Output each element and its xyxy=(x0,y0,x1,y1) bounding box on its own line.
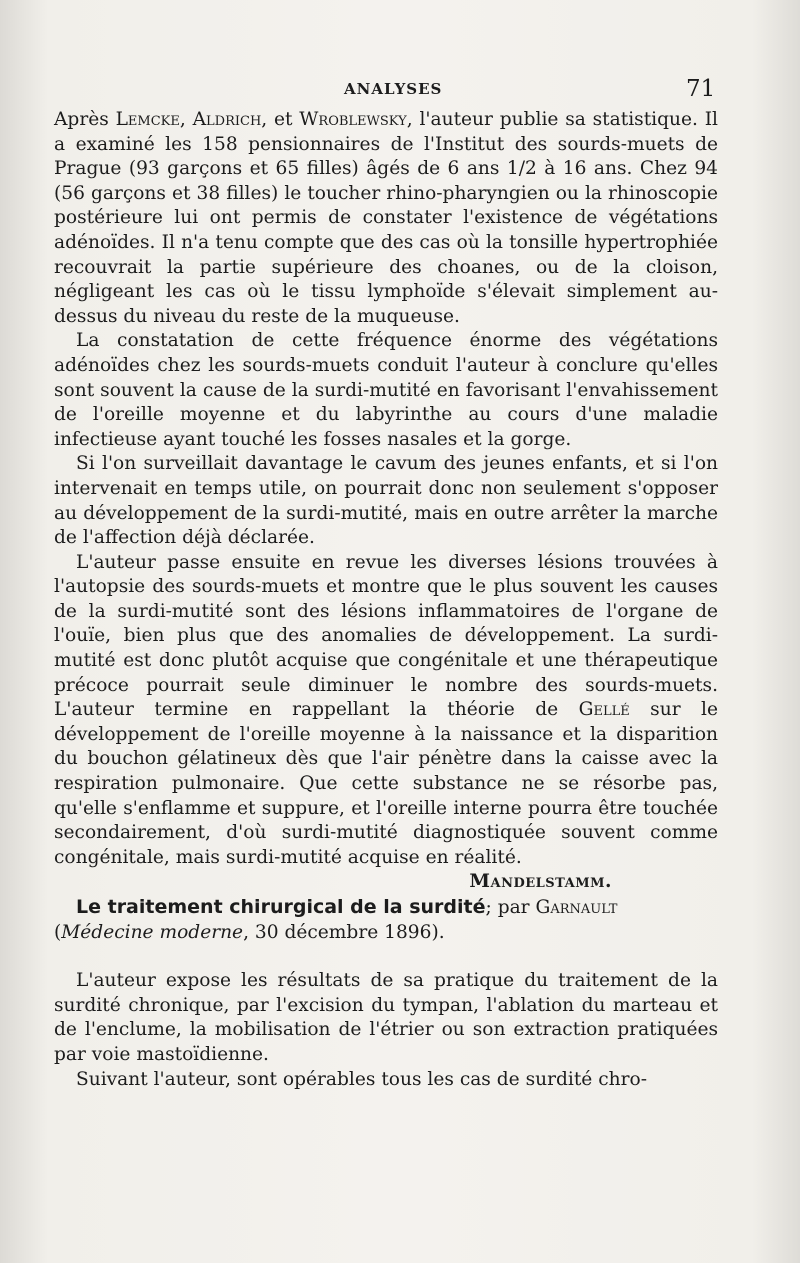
text-run: , 30 décembre 1896). xyxy=(243,921,445,943)
page-body xyxy=(54,108,718,1092)
author-name-aldrich: Aldrich xyxy=(192,109,262,130)
page-number: 71 xyxy=(686,76,716,102)
author-name-wroblewsky: Wroblewsky xyxy=(299,109,407,130)
running-head: ANALYSES xyxy=(344,80,443,98)
page-header xyxy=(0,76,800,106)
text-run: , et xyxy=(261,109,300,130)
signature: Mandelstamm. xyxy=(469,871,612,893)
paragraph-3: Si l'on surveillait davantage le cavum des jeunes enfants, et si l'on intervenait en temps utile, on pourrait donc non seulement s'opposer au développement de la surdi-mutité, mais en outre arrêter la marche de l'affection déjà déclarée. xyxy=(54,453,718,549)
paragraph-6: Suivant l'auteur, sont opérables tous les cas de surdité chro- xyxy=(76,1068,647,1090)
text-run: , l'auteur publie sa statistique. Il a examiné les 158 pensionnaires de l'Institut des sourds-muets de Prague (93 garçons et 65 filles) âgés de 6 ans 1/2 à 16 ans. Chez 94 (56 garçons et 38 filles) le toucher rhino-pharyngien ou la rhinoscopie postérieure lui ont permis de constater l'existence de végétations adénoïdes. Il n'a tenu compte que des cas où la tonsille hypertrophiée recouvrait la partie supérieure des choanes, ou de la cloison, négligeant les cas où le tissu lymphoïde s'élevait simplement au-dessus du niveau du reste de la muqueuse. xyxy=(54,109,718,327)
paragraph-5: L'auteur expose les résultats de sa pratique du traitement de la surdité chronique, par l'excision du tympan, l'ablation du marteau et de l'enclume, la mobilisation de l'étrier ou son extraction pratiquées par voie mastoïdienne. xyxy=(54,970,718,1065)
paragraph-2: La constatation de cette fréquence énorme des végétations adénoïdes chez les sourds-muets conduit l'auteur à conclure qu'elles sont souvent la cause de la surdi-mutité en favorisant l'envahissement de l'oreille moyenne et du labyrinthe au cours d'une maladie infectieuse ayant touché les fosses nasales et la gorge. xyxy=(54,330,718,450)
paragraph-4 xyxy=(54,551,718,871)
article-title: Le traitement chirurgical de la surdité xyxy=(76,896,486,918)
author-name-gelle: Gellé xyxy=(578,699,630,721)
text-run: ( xyxy=(54,921,62,943)
text-run: sur le développement de l'oreille moyenne à la naissance et la disparition du bouchon gélatineux dès que l'air pénètre dans la caisse avec la respiration pulmonaire. Que cette substance ne se résorbe pas, qu'elle s'enflamme et suppure, et l'oreille interne pourra être touchée secondairement, d'où surdi-mutité diagnostiquée souvent comme congénitale, mais surdi-mutité acquise en réalité. xyxy=(54,699,718,868)
text-run: , xyxy=(179,109,193,130)
article-author: Garnault xyxy=(535,897,618,918)
text-run: L'auteur passe ensuite en revue les diverses lésions trouvées à l'autopsie des sourds-muets et montre que le plus souvent les causes de la surdi-mutité sont des lésions inflammatoires de l'organe de l'ouïe, bien plus que des anomalies de développement. La surdi-mutité est donc plutôt acquise que congénitale et une thérapeutique précoce pourrait seule diminuer le nombre des sourds-muets. L'auteur termine en rappellant la théorie de xyxy=(54,551,718,721)
paragraph-1 xyxy=(54,108,718,329)
author-name-lemcke: Lemcke xyxy=(115,109,180,130)
article-source: Médecine moderne xyxy=(61,921,244,943)
text-run: ; par xyxy=(485,897,536,918)
text-run: Après xyxy=(54,109,116,130)
article-title-block xyxy=(54,895,718,945)
